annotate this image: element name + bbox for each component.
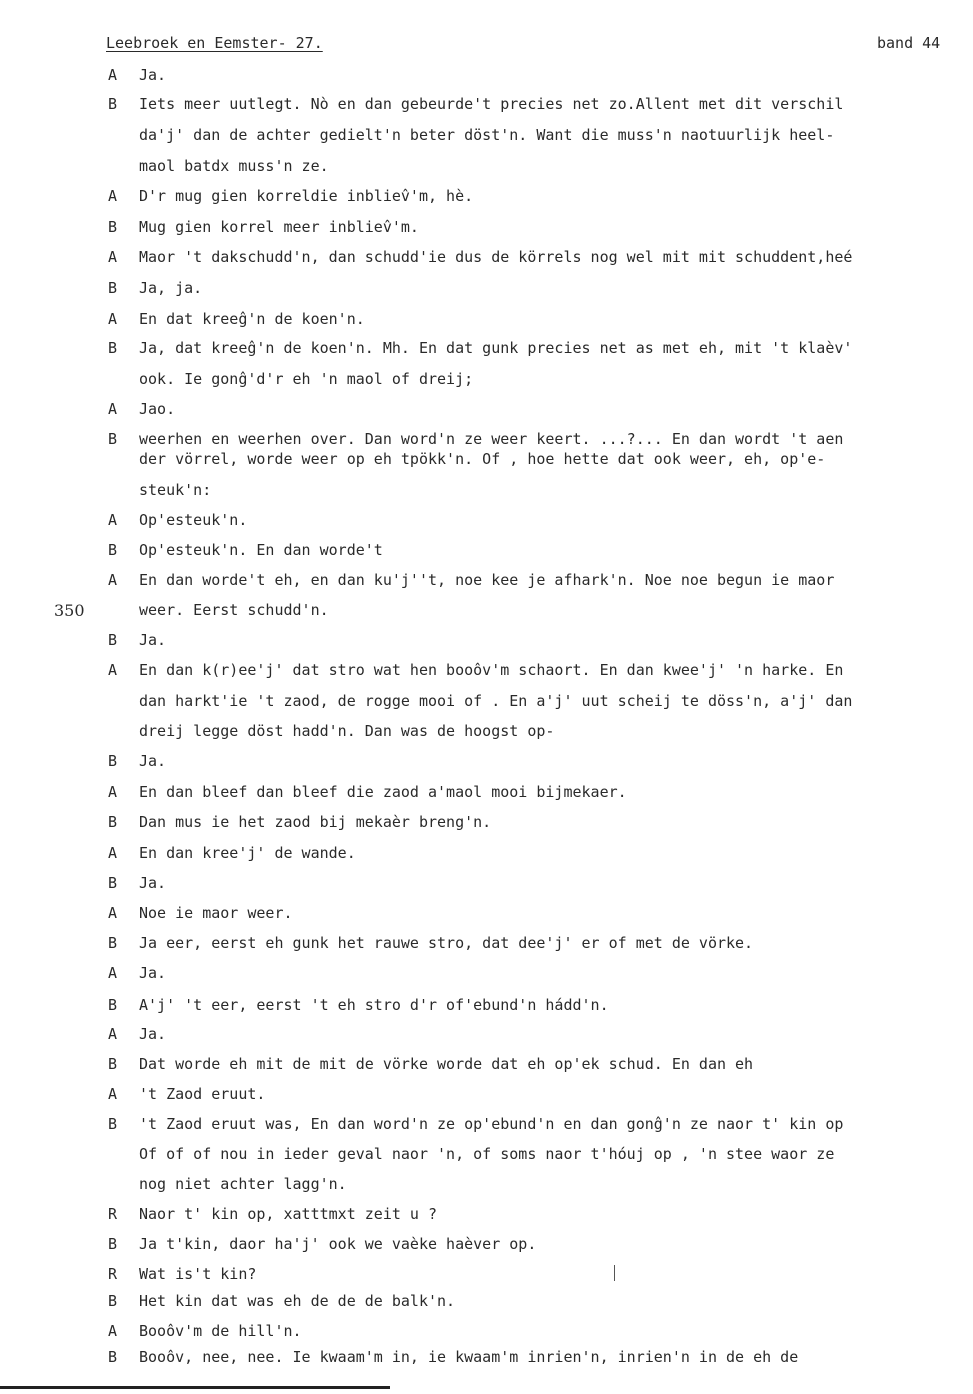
transcript-line — [0, 1145, 973, 1167]
line-text: En dat kreeĝ'n de koen'n. — [139, 310, 365, 328]
line-text: Ja. — [139, 66, 167, 84]
speaker-label: A — [108, 783, 118, 801]
line-text: En dan worde't eh, en dan ku'j''t, noe kee je afhark'n. Noe noe begun ie maor — [139, 571, 835, 589]
speaker-label: B — [108, 813, 118, 831]
speaker-label: A — [108, 1085, 118, 1103]
line-text: Ja. — [139, 874, 167, 892]
transcript-line — [0, 541, 973, 563]
line-text: steuk'n: — [139, 481, 212, 499]
speaker-label: B — [108, 339, 118, 357]
speaker-label: B — [108, 1348, 118, 1366]
transcript-line — [0, 66, 973, 88]
speaker-label: B — [108, 1115, 118, 1133]
line-text: Iets meer uutlegt. Nò en dan gebeurde't precies net zo.Allent met dit verschil — [139, 95, 844, 113]
transcript-line — [0, 1085, 973, 1107]
transcript-line — [0, 1292, 973, 1314]
transcript-line — [0, 370, 973, 392]
speaker-label: B — [108, 1235, 118, 1253]
speaker-label: B — [108, 631, 118, 649]
line-text: Ja eer, eerst eh gunk het rauwe stro, dat dee'j' er of met de vörke. — [139, 934, 754, 952]
transcript-line — [0, 1055, 973, 1077]
transcript-line — [0, 400, 973, 422]
transcript-line — [0, 126, 973, 148]
transcript-line — [0, 631, 973, 653]
transcript-line — [0, 813, 973, 835]
transcript-line — [0, 248, 973, 270]
line-text: dan harkt'ie 't zaod, de rogge mooi of . En a'j' uut scheij te döss'n, a'j' dan — [139, 692, 853, 710]
transcript-line — [0, 95, 973, 117]
line-text: Wat is't kin? — [139, 1265, 257, 1283]
line-text: Jao. — [139, 400, 176, 418]
document-title: Leebroek en Eemster- 27. — [106, 34, 323, 52]
transcript-line — [0, 874, 973, 896]
line-text: Noe ie maor weer. — [139, 904, 293, 922]
speaker-label: B — [108, 1292, 118, 1310]
line-text: En dan k(r)ee'j' dat stro wat hen booôv'm schaort. En dan kwee'j' 'n harke. En — [139, 661, 844, 679]
line-text: En dan kree'j' de wande. — [139, 844, 356, 862]
transcript-line — [0, 1205, 973, 1227]
line-text: Ja. — [139, 631, 167, 649]
line-text: 't Zaod eruut was, En dan word'n ze op'ebund'n en dan gonĝ'n ze naor t' kin op — [139, 1115, 844, 1133]
transcript-line — [0, 279, 973, 301]
line-text: Ja, dat kreeĝ'n de koen'n. Mh. En dat gunk precies net as met eh, mit 't klaèv' — [139, 339, 853, 357]
line-text: 't Zaod eruut. — [139, 1085, 266, 1103]
transcript-line — [0, 157, 973, 179]
transcript-line — [0, 752, 973, 774]
margin-line-number: 350 — [54, 601, 85, 620]
speaker-label: A — [108, 904, 118, 922]
transcript-line — [0, 511, 973, 533]
speaker-label: A — [108, 571, 118, 589]
line-text: Dan mus ie het zaod bij mekaèr breng'n. — [139, 813, 492, 831]
line-text: Ja. — [139, 752, 167, 770]
transcript-line — [0, 964, 973, 986]
transcript-line — [0, 1348, 973, 1370]
speaker-label: B — [108, 996, 118, 1014]
transcript-line — [0, 661, 973, 683]
transcript-line — [0, 571, 973, 593]
transcript-line — [0, 1025, 973, 1047]
transcript-line — [0, 996, 973, 1018]
transcript-line — [0, 1322, 973, 1344]
line-text: maol batdx muss'n ze. — [139, 157, 329, 175]
transcript-line — [0, 934, 973, 956]
transcript-line — [0, 692, 973, 714]
speaker-label: A — [108, 964, 118, 982]
line-text: Ja. — [139, 964, 167, 982]
transcript-line — [0, 601, 973, 623]
speaker-label: A — [108, 661, 118, 679]
line-text: Maor 't dakschudd'n, dan schudd'ie dus de körrels nog wel mit mit schuddent,heé — [139, 248, 853, 266]
transcript-line — [0, 1265, 973, 1287]
line-text: Booôv, nee, nee. Ie kwaam'm in, ie kwaam'm inrien'n, inrien'n in de eh de — [139, 1348, 799, 1366]
line-text: Op'esteuk'n. — [139, 511, 248, 529]
line-text: D'r mug gien korreldie inbliev̂'m, hè. — [139, 187, 474, 205]
speaker-label: R — [108, 1205, 118, 1223]
speaker-label: A — [108, 1322, 118, 1340]
pencil-mark — [614, 1265, 615, 1281]
line-text: Ja. — [139, 1025, 167, 1043]
line-text: ook. Ie gonĝ'd'r eh 'n maol of dreij; — [139, 370, 474, 388]
transcript-line — [0, 904, 973, 926]
band-label: band 44 — [877, 34, 941, 52]
speaker-label: A — [108, 400, 118, 418]
line-text: da'j' dan de achter gedielt'n beter döst'n. Want die muss'n naotuurlijk heel- — [139, 126, 835, 144]
transcript-line — [0, 722, 973, 744]
speaker-label: A — [108, 1025, 118, 1043]
line-text: Mug gien korrel meer inbliev̂'m. — [139, 218, 419, 236]
speaker-label: A — [108, 187, 118, 205]
line-text: Dat worde eh mit de mit de vörke worde dat eh op'ek schud. En dan eh — [139, 1055, 754, 1073]
line-text: dreij legge döst hadd'n. Dan was de hoogst op- — [139, 722, 555, 740]
transcript-line — [0, 1175, 973, 1197]
speaker-label: B — [108, 218, 118, 236]
transcript-line — [0, 1235, 973, 1257]
transcript-line — [0, 783, 973, 805]
speaker-label: A — [108, 66, 118, 84]
bottom-rule — [0, 1386, 390, 1389]
speaker-label: B — [108, 95, 118, 113]
line-text: nog niet achter lagg'n. — [139, 1175, 347, 1193]
transcript-line — [0, 218, 973, 240]
line-text: En dan bleef dan bleef die zaod a'maol mooi bijmekaer. — [139, 783, 627, 801]
speaker-label: B — [108, 1055, 118, 1073]
transcript-line — [0, 481, 973, 503]
speaker-label: A — [108, 310, 118, 328]
speaker-label: A — [108, 511, 118, 529]
speaker-label: A — [108, 844, 118, 862]
speaker-label: B — [108, 279, 118, 297]
speaker-label: A — [108, 248, 118, 266]
speaker-label: B — [108, 874, 118, 892]
speaker-label: R — [108, 1265, 118, 1283]
line-text: Ja, ja. — [139, 279, 203, 297]
line-text: Booôv'm de hill'n. — [139, 1322, 302, 1340]
speaker-label: B — [108, 430, 118, 448]
transcript-line — [0, 1115, 973, 1137]
line-text: A'j' 't eer, eerst 't eh stro d'r of'ebund'n hádd'n. — [139, 996, 609, 1014]
line-text: Op'esteuk'n. En dan worde't — [139, 541, 383, 559]
speaker-label: B — [108, 541, 118, 559]
line-text: der vörrel, worde weer op eh tрökk'n. Of , hoe hette dat ook weer, eh, op'e- — [139, 450, 826, 468]
line-text: weerhen en weerhen over. Dan word'n ze weer keert. ...?... En dan wordt 't aen — [139, 430, 844, 448]
speaker-label: B — [108, 752, 118, 770]
transcript-line — [0, 339, 973, 361]
line-text: weer. Eerst schudd'n. — [139, 601, 329, 619]
transcript-line — [0, 310, 973, 332]
line-text: Het kin dat was eh de de de balk'n. — [139, 1292, 456, 1310]
line-text: Ja t'kin, daor ha'j' ook we vaèke haèver op. — [139, 1235, 537, 1253]
line-text: Naor t' kin op, xatttmxt zeit u ? — [139, 1205, 438, 1223]
transcript-line — [0, 844, 973, 866]
line-text: Of of of nou in ieder geval naor 'n, of soms naor t'hóuj op , 'n stee waor ze — [139, 1145, 835, 1163]
transcript-line — [0, 187, 973, 209]
transcript-line — [0, 450, 973, 472]
transcript-line — [0, 430, 973, 452]
speaker-label: B — [108, 934, 118, 952]
